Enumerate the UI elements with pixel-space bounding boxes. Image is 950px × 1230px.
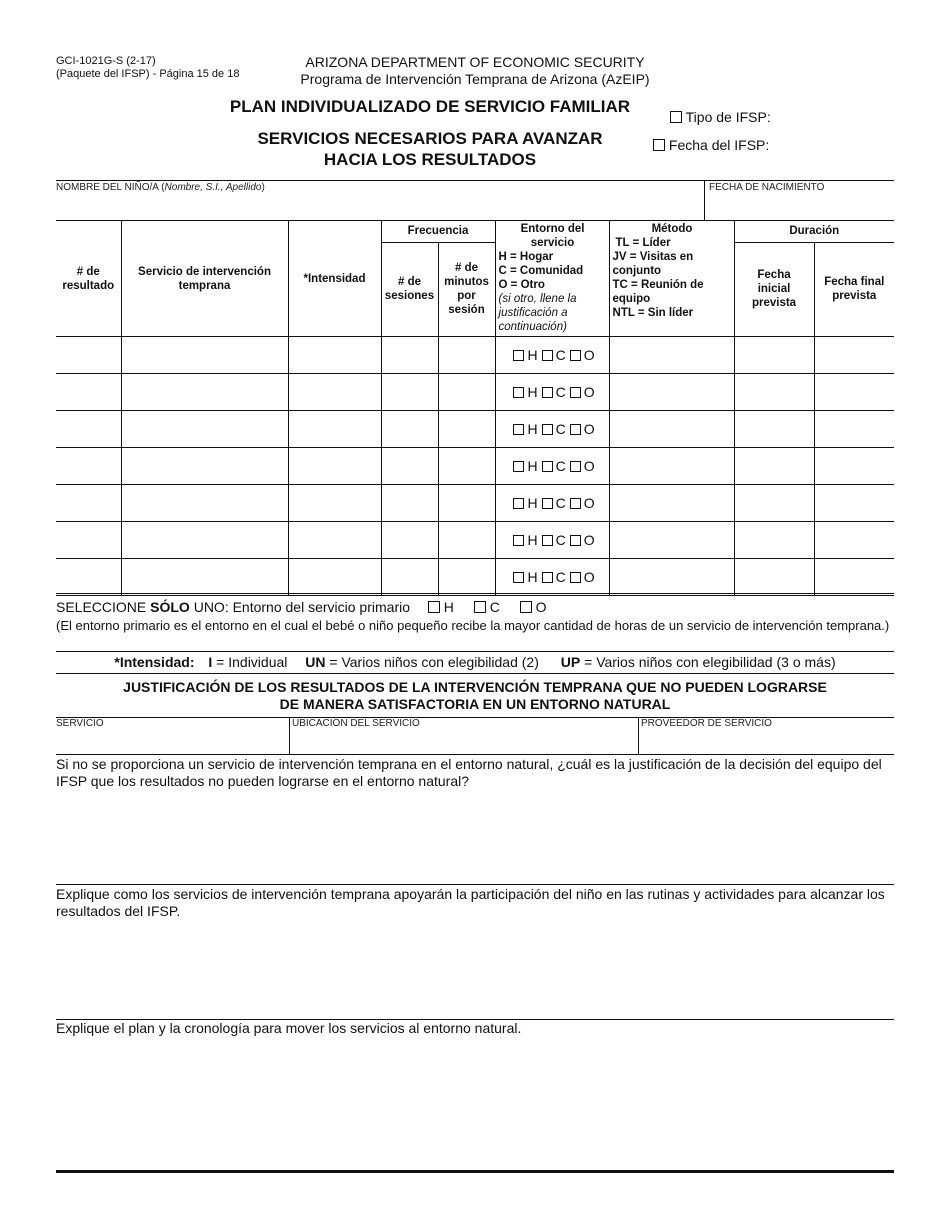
env-checkbox[interactable] (542, 387, 553, 398)
child-name-label-end: ) (261, 182, 265, 193)
env-checkbox[interactable] (513, 461, 524, 472)
child-name-field[interactable] (56, 182, 265, 194)
cell-start-date[interactable] (734, 485, 814, 522)
cell-method[interactable] (609, 485, 734, 522)
table-row (56, 411, 894, 448)
env-option[interactable] (509, 495, 537, 511)
col-env-header (495, 221, 609, 337)
env-option[interactable] (509, 458, 537, 474)
cell-service[interactable] (121, 374, 288, 411)
table-row (56, 559, 894, 596)
answer-routines[interactable] (56, 922, 894, 1016)
cell-environment[interactable] (495, 337, 609, 374)
env-option[interactable] (566, 569, 595, 585)
cell-method[interactable] (609, 374, 734, 411)
env-option[interactable] (566, 421, 595, 437)
env-option[interactable] (538, 458, 566, 474)
divider (704, 180, 705, 220)
service-provider-field[interactable]: PROVEEDOR DE SERVICIO (641, 718, 772, 729)
intensity-up-text: = Varios niños con elegibilidad (3 o más) (580, 654, 836, 670)
divider (56, 593, 894, 594)
col-service-header: Servicio de intervención temprana (121, 221, 288, 337)
cell-start-date[interactable] (734, 337, 814, 374)
answer-natural-environment[interactable] (56, 792, 894, 882)
env-checkbox[interactable] (513, 498, 524, 509)
env-checkbox[interactable] (570, 387, 581, 398)
env-option[interactable] (538, 569, 566, 585)
ifsp-date-option[interactable] (653, 137, 769, 153)
env-option[interactable] (566, 458, 595, 474)
table-row (56, 448, 894, 485)
cell-result[interactable] (56, 522, 121, 559)
ifsp-type-checkbox[interactable] (670, 111, 682, 123)
question-transition-plan: Explique el plan y la cronología para mover los servicios al entorno natural. (56, 1020, 522, 1036)
cell-intensity[interactable] (288, 411, 381, 448)
env-option-label: C (555, 347, 566, 363)
primary-env-c-checkbox[interactable] (474, 601, 486, 613)
env-checkbox[interactable] (570, 350, 581, 361)
col-frequency-header: Frecuencia (381, 221, 495, 243)
justification-title (56, 679, 894, 713)
minutes-hash: # (454, 262, 462, 275)
cell-intensity[interactable] (288, 448, 381, 485)
env-option[interactable] (509, 347, 537, 363)
cell-environment[interactable] (495, 448, 609, 485)
subtitle-line1: SERVICIOS NECESARIOS PARA AVANZAR (257, 129, 603, 148)
col-result-header: # de resultado (56, 221, 121, 337)
cell-sessions[interactable] (381, 374, 438, 411)
env-option-label: C (555, 495, 566, 511)
cell-minutes[interactable] (438, 374, 495, 411)
env-checkbox[interactable] (513, 387, 524, 398)
dob-field[interactable]: FECHA DE NACIMIENTO (709, 182, 825, 193)
cell-sessions[interactable] (381, 448, 438, 485)
program-name: Programa de Intervención Temprana de Arizona (AzEIP) (300, 71, 650, 87)
method-tc: TC = Reunión de equipo (612, 279, 704, 305)
cell-start-date[interactable] (734, 374, 814, 411)
env-checkbox[interactable] (570, 572, 581, 583)
primary-env-o[interactable] (520, 599, 547, 615)
env-option[interactable] (509, 532, 537, 548)
cell-intensity[interactable] (288, 485, 381, 522)
cell-end-date[interactable] (814, 559, 894, 596)
cell-end-date[interactable] (814, 522, 894, 559)
primary-env-o-label: O (535, 599, 547, 615)
cell-minutes[interactable] (438, 485, 495, 522)
env-checkbox[interactable] (542, 424, 553, 435)
env-option[interactable] (509, 569, 537, 585)
cell-intensity[interactable] (288, 374, 381, 411)
cell-service[interactable] (121, 559, 288, 596)
cell-result[interactable] (56, 337, 121, 374)
primary-env-o-checkbox[interactable] (520, 601, 532, 613)
divider (56, 651, 894, 652)
env-option[interactable] (566, 347, 595, 363)
justification-title-line1: JUSTIFICACIÓN DE LOS RESULTADOS DE LA INTERVENCIÓN TEMPRANA QUE NO PUEDEN LOGRARSE (123, 679, 827, 695)
env-option-label: O (583, 532, 595, 548)
primary-env-c-label: C (489, 599, 500, 615)
env-checkbox[interactable] (542, 498, 553, 509)
cell-result[interactable] (56, 374, 121, 411)
cell-environment[interactable] (495, 485, 609, 522)
col-minutes-header (438, 242, 495, 336)
cell-sessions[interactable] (381, 522, 438, 559)
cell-intensity[interactable] (288, 522, 381, 559)
cell-environment[interactable] (495, 374, 609, 411)
cell-minutes[interactable] (438, 411, 495, 448)
primary-env-h[interactable] (428, 599, 454, 615)
divider (56, 884, 894, 885)
table-row (56, 522, 894, 559)
env-option-label: H (527, 347, 538, 363)
cell-minutes[interactable] (438, 522, 495, 559)
question-natural-environment: Si no se proporciona un servicio de intervención temprana en el entorno natural, ¿cuál es la justificación de la decisión del equipo del IFSP que los resultados no pueden lograrse en el entorno natural? (56, 756, 882, 789)
cell-start-date[interactable] (734, 522, 814, 559)
cell-end-date[interactable] (814, 374, 894, 411)
col-method-header (609, 221, 734, 337)
env-option[interactable] (509, 384, 537, 400)
cell-sessions[interactable] (381, 337, 438, 374)
env-checkbox[interactable] (542, 350, 553, 361)
cell-end-date[interactable] (814, 485, 894, 522)
child-name-label: NOMBRE DEL NIÑO/A ( (56, 182, 165, 193)
cell-result[interactable] (56, 448, 121, 485)
method-title: Método (651, 223, 693, 235)
env-option-label: H (527, 532, 538, 548)
cell-result[interactable] (56, 485, 121, 522)
env-checkbox[interactable] (570, 461, 581, 472)
env-option-label: C (555, 458, 566, 474)
intensity-un-code: UN (305, 654, 326, 670)
env-checkbox[interactable] (570, 424, 581, 435)
env-option-label: O (583, 495, 595, 511)
cell-end-date[interactable] (814, 448, 894, 485)
env-option-label: H (527, 458, 538, 474)
question-routines: Explique como los servicios de intervención temprana apoyarán la participación del niño en las rutinas y actividades para alcanzar los resultados del IFSP. (56, 886, 885, 919)
cell-intensity[interactable] (288, 337, 381, 374)
service-field[interactable]: SERVICIO (56, 718, 104, 729)
intensity-i-code: I (208, 654, 213, 670)
ifsp-type-label: Tipo de IFSP: (685, 109, 771, 125)
ifsp-date-checkbox[interactable] (653, 139, 665, 151)
justification-title-line2: DE MANERA SATISFACTORIA EN UN ENTORNO NATURAL (279, 696, 671, 712)
cell-environment[interactable] (495, 522, 609, 559)
page-title: PLAN INDIVIDUALIZADO DE SERVICIO FAMILIAR (229, 97, 631, 116)
cell-sessions[interactable] (381, 559, 438, 596)
intensity-legend-label: *Intensidad: (114, 654, 195, 670)
env-checkbox[interactable] (542, 572, 553, 583)
cell-start-date[interactable] (734, 448, 814, 485)
cell-service[interactable] (121, 337, 288, 374)
env-option[interactable] (538, 384, 566, 400)
cell-environment[interactable] (495, 411, 609, 448)
divider (56, 673, 894, 674)
cell-end-date[interactable] (814, 411, 894, 448)
table-row (56, 374, 894, 411)
primary-env-note: (El entorno primario es el entorno en el cual el bebé o niño pequeño recibe la mayor cantidad de horas de un servicio de intervención temprana.) (56, 618, 890, 633)
env-option-label: O (583, 347, 595, 363)
cell-minutes[interactable] (438, 448, 495, 485)
method-ntl: NTL = Sin líder (612, 307, 694, 319)
cell-method[interactable] (609, 411, 734, 448)
primary-env-h-label: H (443, 599, 454, 615)
cell-method[interactable] (609, 522, 734, 559)
env-option[interactable] (538, 421, 566, 437)
col-start-header: Fecha inicial prevista (734, 242, 814, 336)
col-intensity-header: *Intensidad (288, 221, 381, 337)
sessions-label: de sesiones (384, 276, 435, 303)
env-option-label: C (555, 569, 566, 585)
env-option-label: O (583, 421, 595, 437)
table-row (56, 485, 894, 522)
cell-intensity[interactable] (288, 559, 381, 596)
env-checkbox[interactable] (513, 424, 524, 435)
env-checkbox[interactable] (513, 350, 524, 361)
env-option-label: O (583, 384, 595, 400)
env-option[interactable] (509, 421, 537, 437)
col-duration-header: Duración (734, 221, 894, 243)
cell-start-date[interactable] (734, 559, 814, 596)
page-subtitle (190, 128, 670, 170)
minutes-label: de minutos por sesión (444, 262, 489, 317)
primary-env-bold: SÓLO (150, 599, 190, 615)
env-option-label: O (583, 458, 595, 474)
intensity-un-text: = Varios niños con elegibilidad (2) (325, 654, 539, 670)
cell-result[interactable] (56, 411, 121, 448)
env-option-label: C (555, 421, 566, 437)
intensity-up-code: UP (560, 654, 581, 670)
env-option-label: H (527, 421, 538, 437)
primary-env-selector (56, 599, 546, 616)
primary-env-h-checkbox[interactable] (428, 601, 440, 613)
cell-service[interactable] (121, 411, 288, 448)
env-option-label: C (555, 384, 566, 400)
env-checkbox[interactable] (570, 498, 581, 509)
agency-block (0, 54, 950, 88)
env-checkbox[interactable] (513, 535, 524, 546)
env-checkbox[interactable] (513, 572, 524, 583)
cell-service[interactable] (121, 485, 288, 522)
env-option-label: H (527, 495, 538, 511)
env-option[interactable] (538, 532, 566, 548)
divider (638, 717, 639, 754)
method-jv: JV = Visitas en conjunto (612, 251, 694, 277)
col-sessions-header (381, 242, 438, 336)
env-title: Entorno del servicio (520, 223, 585, 249)
env-option[interactable] (538, 495, 566, 511)
env-note: (si otro, llene la justificación a continuación) (498, 293, 577, 333)
cell-end-date[interactable] (814, 337, 894, 374)
cell-method[interactable] (609, 559, 734, 596)
cell-service[interactable] (121, 448, 288, 485)
services-table (56, 220, 894, 596)
env-checkbox[interactable] (542, 535, 553, 546)
cell-start-date[interactable] (734, 411, 814, 448)
answer-transition-plan[interactable] (56, 1040, 894, 1168)
cell-result[interactable] (56, 559, 121, 596)
cell-environment[interactable] (495, 559, 609, 596)
divider (289, 717, 290, 754)
cell-minutes[interactable] (438, 559, 495, 596)
env-h: H = Hogar (498, 251, 554, 263)
subtitle-line2: HACIA LOS RESULTADOS (323, 150, 537, 169)
env-checkbox[interactable] (542, 461, 553, 472)
method-tl: TL = Líder (615, 237, 671, 249)
primary-env-c[interactable] (474, 599, 500, 615)
intensity-legend (56, 654, 894, 671)
agency-name: ARIZONA DEPARTMENT OF ECONOMIC SECURITY (305, 54, 645, 70)
intensity-i-text: = Individual (212, 654, 288, 670)
env-o: O = Otro (498, 279, 545, 291)
ifsp-date-label: Fecha del IFSP: (668, 137, 770, 153)
child-name-hint: Nombre, S.I., Apellido (164, 182, 262, 193)
env-option-label: H (527, 569, 538, 585)
env-option-label: H (527, 384, 538, 400)
env-option[interactable] (566, 532, 595, 548)
cell-sessions[interactable] (381, 411, 438, 448)
cell-method[interactable] (609, 337, 734, 374)
ifsp-type-option[interactable] (670, 109, 771, 125)
cell-minutes[interactable] (438, 337, 495, 374)
divider (56, 180, 894, 181)
primary-env-prefix: SELECCIONE (56, 599, 151, 615)
page-bottom-rule (56, 1170, 894, 1173)
env-option[interactable] (566, 384, 595, 400)
sessions-hash: # (397, 276, 405, 289)
packet-page: (Paquete del IFSP) - Página 15 de 18 (56, 68, 240, 80)
cell-sessions[interactable] (381, 485, 438, 522)
env-checkbox[interactable] (570, 535, 581, 546)
env-option[interactable] (538, 347, 566, 363)
divider (56, 754, 894, 755)
form-code: GCI-1021G-S (2-17) (56, 55, 156, 67)
primary-env-suffix: UNO: Entorno del servicio primario (189, 599, 410, 615)
env-option[interactable] (566, 495, 595, 511)
col-end-header: Fecha final prevista (814, 242, 894, 336)
cell-method[interactable] (609, 448, 734, 485)
table-row (56, 337, 894, 374)
cell-service[interactable] (121, 522, 288, 559)
env-option-label: O (583, 569, 595, 585)
env-option-label: C (555, 532, 566, 548)
env-c: C = Comunidad (498, 265, 584, 277)
service-location-field[interactable]: UBICACIÓN DEL SERVICIO (292, 718, 420, 729)
